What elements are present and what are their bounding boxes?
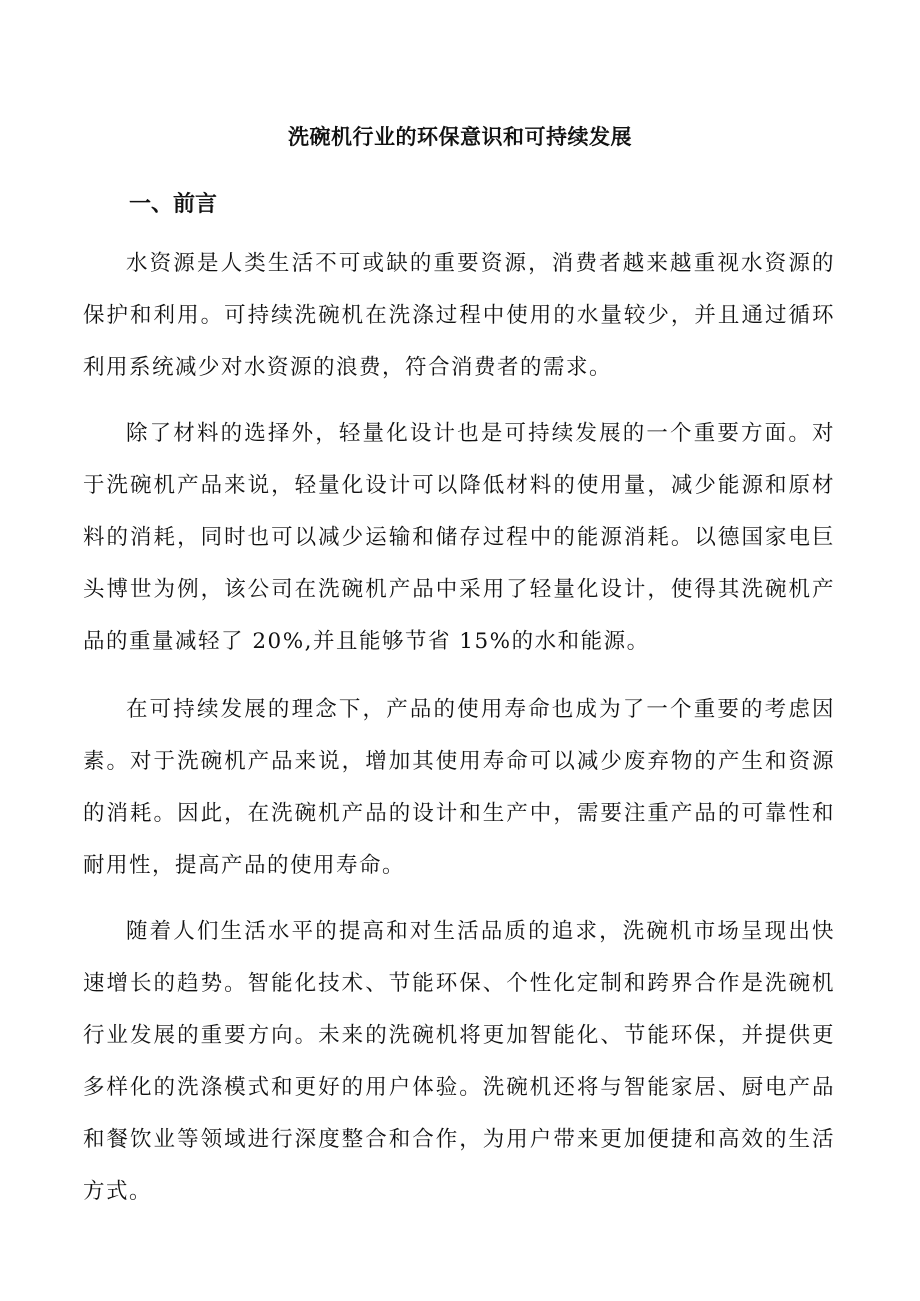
document-title: 洗碗机行业的环保意识和可持续发展	[288, 125, 632, 149]
paragraph-water-resources: 水资源是人类生活不可或缺的重要资源，消费者越来越重视水资源的保护和利用。可持续洗碗机在洗涤过程中使用的水量较少，并且通过循环利用系统减少对水资源的浪费，符合消费者的需求。	[83, 251, 835, 380]
paragraph-product-lifespan: 在可持续发展的理念下，产品的使用寿命也成为了一个重要的考虑因素。对于洗碗机产品来说，增加其使用寿命可以减少废弃物的产生和资源的消耗。因此，在洗碗机产品的设计和生产中，需要注重产品的可靠性和耐用性，提高产品的使用寿命。	[83, 697, 835, 878]
paragraph-market-trends: 随着人们生活水平的提高和对生活品质的追求，洗碗机市场呈现出快速增长的趋势。智能化技术、节能环保、个性化定制和跨界合作是洗碗机行业发展的重要方向。未来的洗碗机将更加智能化、节能环保，并提供更多样化的洗涤模式和更好的用户体验。洗碗机还将与智能家居、厨电产品和餐饮业等领域进行深度整合和合作，为用户带来更加便捷和高效的生活方式。	[83, 919, 835, 1204]
section-heading: 一、前言	[129, 192, 218, 217]
paragraph-lightweight-design: 除了材料的选择外，轻量化设计也是可持续发展的一个重要方面。对于洗碗机产品来说，轻量化设计可以降低材料的使用量，减少能源和原材料的消耗，同时也可以减少运输和储存过程中的能源消耗。以德国家电巨头博世为例，该公司在洗碗机产品中采用了轻量化设计，使得其洗碗机产品的重量减轻了 20%,并且能够节省 15%的水和能源。	[83, 421, 835, 654]
